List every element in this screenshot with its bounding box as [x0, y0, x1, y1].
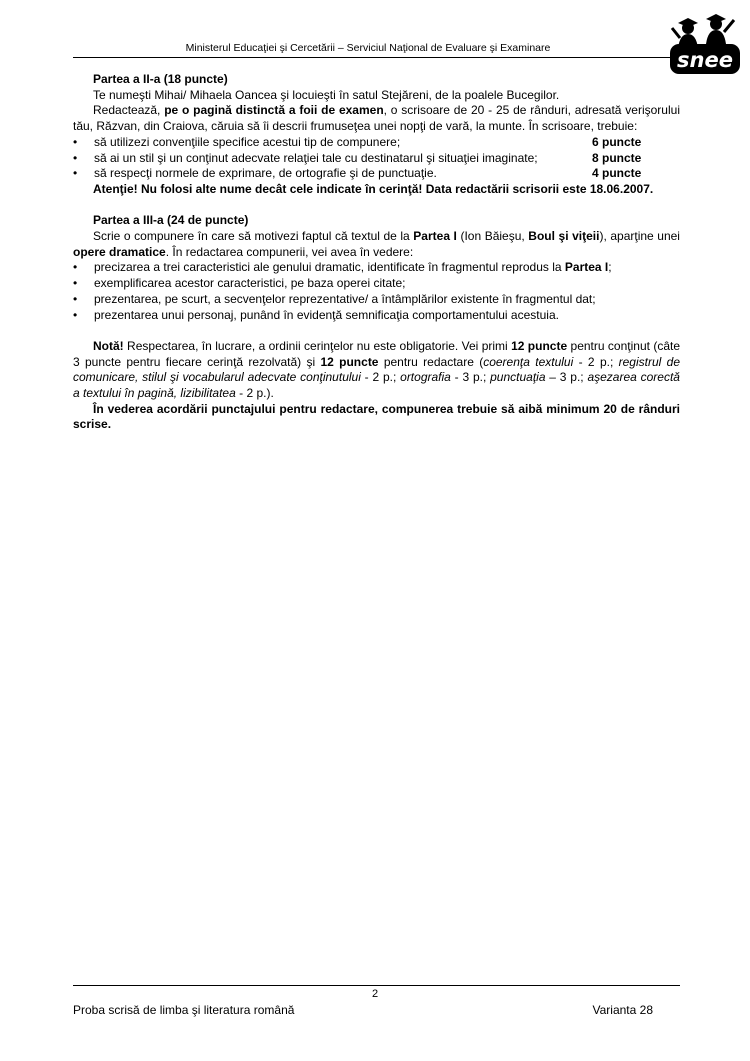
- page-header-title: Ministerul Educaţiei şi Cercetării – Serviciul Naţional de Evaluare şi Examinare: [185, 42, 551, 54]
- list-item: • precizarea a trei caracteristici ale genului dramatic, identificate în fragmentul reprodus la Partea I;: [73, 260, 680, 276]
- snee-logo: [666, 14, 742, 76]
- part2-task: Redactează, pe o pagină distinctă a foii de examen, o scrisoare de 20 - 25 de rânduri, adresată verişorului tău, Răzvan, din Craiova, căruia să îi descrii frumuseţea unei nopţi de vară, la munte. În scrisoare, trebuie:: [73, 103, 680, 134]
- list-item: • exemplificarea acestor caracteristici, pe baza operei citate;: [73, 276, 680, 292]
- page-number: 2: [371, 988, 379, 1000]
- note-final: În vederea acordării punctajului pentru redactare, compunerea trebuie să aibă minimum 20 de rânduri scrise.: [73, 401, 680, 432]
- list-item: • să respecţi normele de exprimare, de ortografie şi de punctuaţie. 4 puncte: [73, 166, 680, 182]
- part3-requirements: [73, 260, 680, 323]
- list-item: • prezentarea, pe scurt, a secvenţelor reprezentative/ a întâmplărilor existente în fragmentul dat;: [73, 292, 680, 308]
- part3-task: Scrie o compunere în care să motivezi faptul că textul de la Partea I (Ion Băieşu, Boul şi viţeii), aparţine unei opere dramatice. În redactarea compunerii, vei avea în vedere:: [73, 229, 680, 259]
- part2-heading: Partea a II-a (18 puncte): [93, 72, 228, 86]
- exam-content: [73, 72, 680, 433]
- header-rule: [73, 57, 680, 58]
- footer-subject: Proba scrisă de limba şi literatura română: [73, 1003, 295, 1017]
- part2-attention: Atenţie! Nu folosi alte nume decât cele indicate în cerinţă! Data redactării scrisorii este 18.06.2007.: [93, 181, 654, 196]
- list-item: • prezentarea unui personaj, punând în evidenţă semnificaţia comportamentului acestuia.: [73, 308, 680, 324]
- list-item: • să ai un stil şi un conţinut adecvate relaţiei tale cu destinatarul şi situaţiei imaginate; 8 puncte: [73, 151, 680, 167]
- footer-variant: Varianta 28: [592, 1003, 653, 1017]
- part2-requirements: [73, 135, 680, 182]
- part2-intro: Te numeşti Mihai/ Mihaela Oancea şi locuieşti în satul Stejăreni, de la poalele Bucegilor.: [93, 87, 560, 102]
- svg-text:snee: snee: [677, 48, 733, 72]
- footer-rule: [73, 985, 680, 986]
- note-paragraph: Notă! Respectarea, în lucrare, a ordinii cerinţelor nu este obligatorie. Vei primi 12 puncte pentru conţinut (câte 3 puncte pentru fiecare cerinţă rezolvată) şi 12 puncte pentru redactare (coerenţa textului - 2 p.; registrul de comunicare, stilul şi vocabularul adecvate conţinutului - 2 p.; ortografia - 3 p.; punctuaţia – 3 p.; aşezarea corectă a textului în pagină, lizibilitatea - 2 p.).: [73, 338, 681, 401]
- list-item: • să utilizezi convenţiile specifice acestui tip de compunere; 6 puncte: [73, 135, 680, 151]
- part3-heading: Partea a III-a (24 de puncte): [93, 213, 249, 228]
